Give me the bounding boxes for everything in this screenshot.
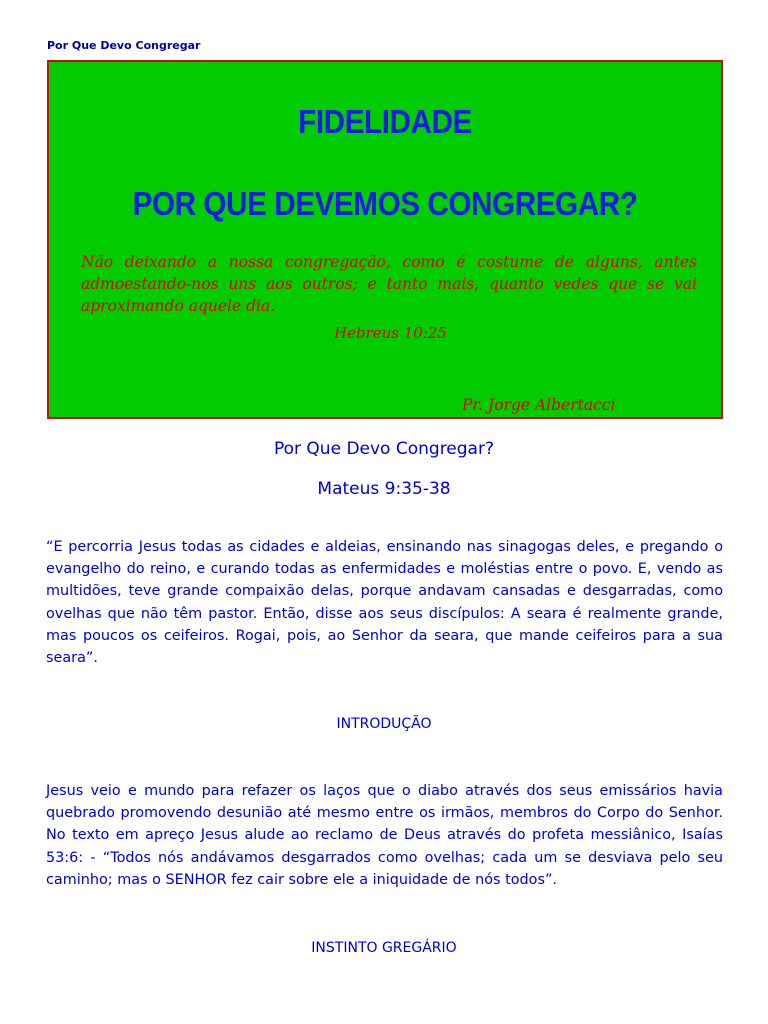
- scripture-quote: “E percorria Jesus todas as cidades e aldeias, ensinando nas sinagogas deles, e pregando o evangelho do reino, e curando todas as enfermidades e moléstias entre o povo. E, vendo as multidões, teve grande compaixão delas, porque andavam cansadas e desgarradas, como ovelhas que não têm pastor. Então, disse aos seus discípulos: A seara é realmente grande, mas poucos os ceifeiros. Rogai, pois, ao Senhor da seara, que mande ceifeiros para a sua seara”.: [46, 539, 723, 667]
- page-title: Por Que Devo Congregar?: [273, 439, 494, 459]
- cover-box: [47, 60, 723, 419]
- cover-author: Pr. Jorge Albertacci: [462, 396, 616, 414]
- cover-subtitle: POR QUE DEVEMOS CONGREGAR?: [132, 185, 638, 222]
- introduction-paragraph: Jesus veio e mundo para refazer os laços que o diabo através dos seus emissários havia quebrado promovendo desunião até mesmo entre os irmãos, membros do Corpo do Senhor. No texto em apreço Jesus alude ao reclamo de Deus através do profeta messiânico, Isaías 53:6: - “Todos nós andávamos desgarrados como ovelhas; cada um se desviava pelo seu caminho; mas o SENHOR fez cair sobre ele a iniquidade de nós todos”.: [46, 783, 723, 888]
- scripture-reference: Mateus 9:35-38: [317, 479, 451, 499]
- cover-verse-reference: Hebreus 10:25: [334, 324, 447, 342]
- cover-title: FIDELIDADE: [298, 103, 472, 140]
- running-header: Por Que Devo Congregar: [47, 39, 201, 52]
- cover-verse: Não deixando a nossa congregação, como é costume de alguns, antes admoestando-nos uns aos outros; e tanto mais, quanto vedes que se vai aproximando aquele dia.: [81, 253, 697, 315]
- section-heading-instinto-gregario: INSTINTO GREGÁRIO: [311, 940, 457, 956]
- section-heading-introducao: INTRODUÇÃO: [336, 716, 432, 732]
